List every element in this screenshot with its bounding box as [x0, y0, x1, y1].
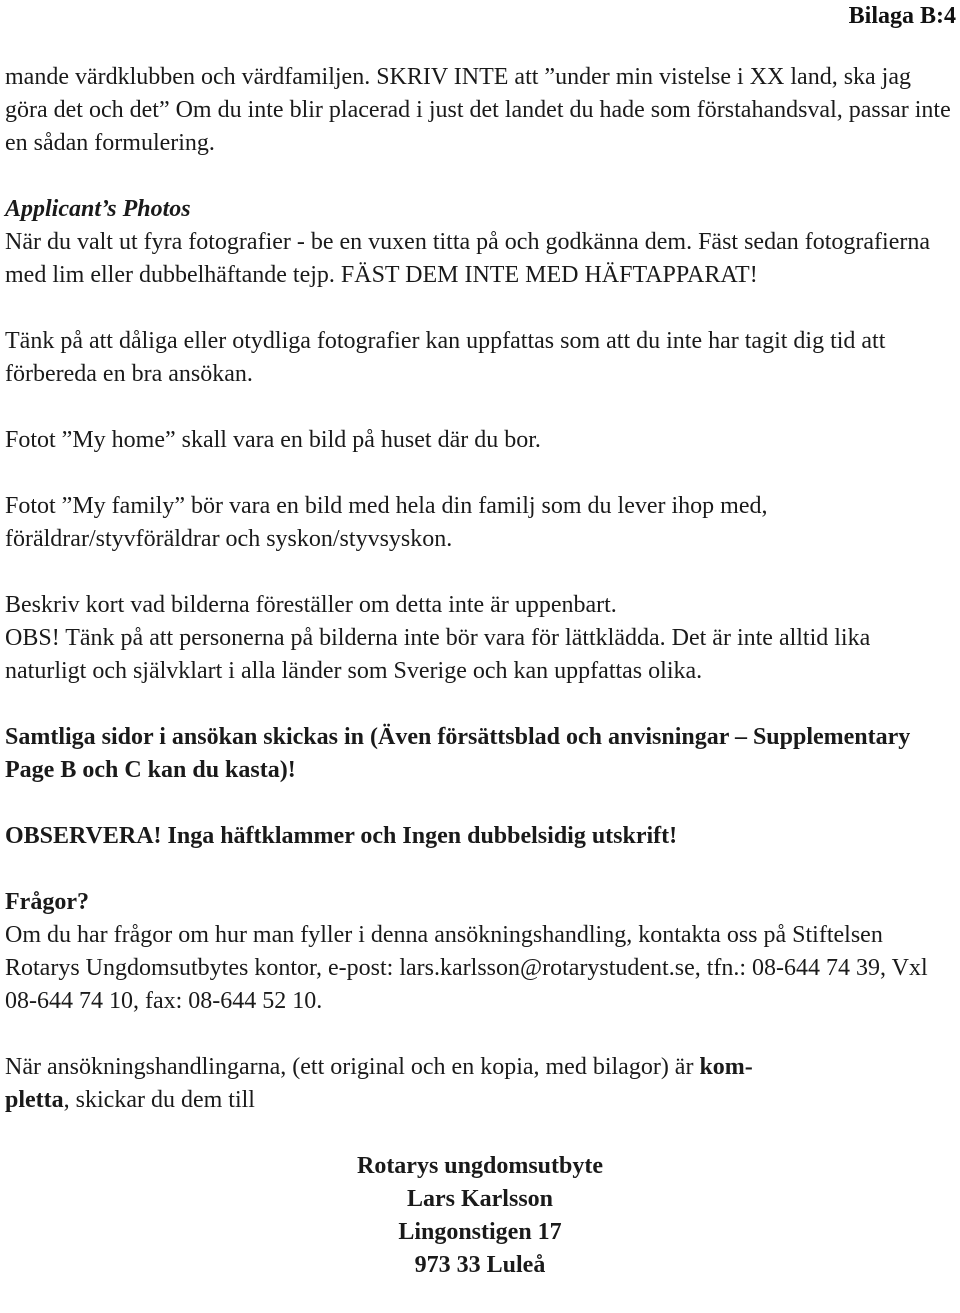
- obs-paragraph: OBS! Tänk på att personerna på bilderna inte bör vara för lättklädda. Det är inte alltid lika naturligt och självklart i alla länder som Sverige och kan uppfattas olika.: [5, 625, 871, 684]
- photos-paragraph: När du valt ut fyra fotografier - be en vuxen titta på och godkänna dem. Fäst sedan fotografierna med lim eller dubbelhäftande tejp. FÄST DEM INTE MED HÄFTAPPARAT!: [5, 229, 930, 288]
- my-home-paragraph: Fotot ”My home” skall vara en bild på huset där du bor.: [5, 427, 541, 453]
- send-text-bold: kom- pletta: [5, 1054, 753, 1113]
- observera-notice: OBSERVERA! Inga häftklammer och Ingen dubbelsidig utskrift!: [5, 823, 678, 849]
- intro-paragraph: mande värdklubben och värdfamiljen. SKRIV INTE att ”under min vistelse i XX land, ska jag göra det och det” Om du inte blir placerad i just det landet du hade som förstahandsval, passar inte en sådan formulering.: [5, 64, 951, 156]
- photos-heading: Applicant’s Photos: [5, 196, 191, 222]
- mailing-address: [5, 1150, 955, 1282]
- address-org: Rotarys ungdomsutbyte: [356, 1153, 604, 1179]
- questions-paragraph: Om du har frågor om hur man fyller i denna ansökningshandling, kontakta oss på Stiftelsen Rotarys Ungdomsutbytes kontor, e-post: lars.karlsson@rotarystudent.se, tfn.: 08-644 74 39, Vxl 08-644 74 10, fax: 08-644 52 10.: [5, 922, 928, 1014]
- send-text-before: När ansökningshandlingarna, (ett original och en kopia, med bilagor) är: [5, 1054, 700, 1080]
- send-paragraph: [5, 1051, 955, 1117]
- questions-heading: Frågor?: [5, 889, 89, 915]
- document-body: [5, 61, 955, 1282]
- describe-paragraph: Beskriv kort vad bilderna föreställer om detta inte är uppenbart.: [5, 592, 617, 618]
- address-city: 973 33 Luleå: [414, 1252, 546, 1278]
- page-label: Bilaga B:4: [848, 3, 956, 29]
- send-text-after: , skickar du dem till: [63, 1087, 255, 1113]
- all-pages-notice: Samtliga sidor i ansökan skickas in (Även försättsblad och anvisningar – Supplementary Page B och C kan du kasta)!: [5, 724, 911, 783]
- my-family-paragraph: Fotot ”My family” bör vara en bild med hela din familj som du lever ihop med, föräldrar/styvföräldrar och syskon/styvsyskon.: [5, 493, 768, 552]
- address-street: Lingonstigen 17: [398, 1219, 562, 1245]
- bad-photos-paragraph: Tänk på att dåliga eller otydliga fotografier kan uppfattas som att du inte har tagit dig tid att förbereda en bra ansökan.: [5, 328, 886, 387]
- address-name: Lars Karlsson: [406, 1186, 553, 1212]
